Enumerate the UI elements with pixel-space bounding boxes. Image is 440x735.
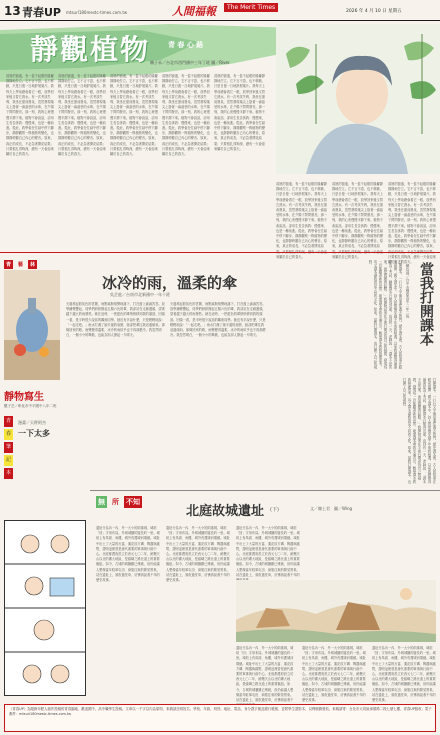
tag-lin: 林 xyxy=(30,262,36,268)
feature-body-col5: 清晨的窗邊，有一盆不起眼的綠蘿靜靜地佇立。它不言不語，也不移動，只是日復一日地舒展葉片。我每天上學前總會看它一眼，放學回家後又替它澆水。有一次考試失利，我坐在窗前發呆，忽然發現葉尖上掛著一滴晶瑩的水珠，在夕陽下閃閃發亮。那一刻，我的心竟慢慢平靜下來。植物不會說話，卻用生長告訴我：慢慢來，也是一種前進。從此，我學會在忙碌中停下腳步，靜靜觀察一株植物的變化，也靜靜聆聽自己內心的聲音。原來，真正的成長，不必急著開花結果；只要根扎得夠深，總有一天會迎來屬於自己的春天。 xyxy=(214,74,265,151)
ruins-byline: 文／陳上君 圖／Wing xyxy=(310,506,353,511)
feature-body-col8: 清晨的窗邊，有一盆不起眼的綠蘿靜靜地佇立。它不言不語，也不移動，只是日復一日地舒展葉片。我每天上學前總會看它一眼，放學回家後又替它澆水。有一次考試失利，我坐在窗前發呆，忽然發現葉尖上掛著一滴晶瑩的水珠，在夕陽下閃閃發亮。那一刻，我的心竟慢慢平靜下來。植物不會說話，卻用生長告訴我：慢慢來，也是一種前進。從此，我學會在忙碌中停下腳步，靜靜觀察一株植物的變化，也靜靜聆聽自己內心的聲音。原來， 只要根扎得夠深，總有一天會迎來屬於自己的春天。 xyxy=(388,182,436,265)
tag-char-3: 筆 xyxy=(4,442,13,453)
feature-plant-article xyxy=(0,24,440,265)
feature-title: 靜觀植物 xyxy=(30,33,151,66)
footer-notice-text: 《青春UP》為服務年輕人創作投稿的青春園地，歡迎國中、高中職學生投稿。文章以一千字以內為原則，來稿請註明姓名、學校、年級、班別、地址、電話、身分證字號及銀行帳號，並附學生證影本，以利稿費發放。來稿請寄：台北市大同區承德路二段七號七樓，青春UP版收；電子郵件：mtsurl180mestc-times.com.tw xyxy=(9,707,432,717)
comic-artist: 天秤阿杰 xyxy=(30,420,46,425)
textbook-body-top: 打開課本，一行行文字像是通往過去的門。歷史課本裡，古人的故事在眼前展開；國文課本中，詩人的情懷穿越千年與我相遇。以前我總覺得讀書是為了考試，翻開課本只覺得沉重。直到有一天，老師說：「課本不是答案，而是問題的起點。」我開始試著在字裡行間尋找自己的疑問，發現每一頁都藏著新的世界。地理課本帶我走遍山川，數學課本教我推理思考，英文課本讓我看見不同的文化。原來，當我打開課本，也打開了自己的視野。 xyxy=(368,260,402,369)
article-title: 冰冷的雨，溫柔的傘 xyxy=(102,274,238,292)
ruins-body-col5: 遺址分為內一內、外一大小的兩重城，城垣「回」字形布局。外城城牆的邊長約一里。城垣上有馬面、角樓，城外有護城河環繞。城址中出土了大量的瓦當、蓮花紋方磚、陶器與錢幣，證明這裡曾是唐代重要的軍事與行政中心。北庭都護府設立於西元七〇二年，統轄天山以北的廣大地區，是絲綢之路北道上的重要樞紐。如今，古城的城牆雖已殘破，但仍能讓人想像當年駐軍屯田、商旅往來的繁榮景象。站在遺址上，風吹過荒草，彷彿訴說著千年的歷史故事。 xyxy=(302,646,366,703)
section-divider-2 xyxy=(90,490,440,491)
page-header xyxy=(0,0,440,22)
page-number: 13 xyxy=(4,4,21,18)
ruins-watercolor xyxy=(236,580,436,642)
tag-qing: 青 xyxy=(6,262,12,268)
textbook-title: 當我打開課本 xyxy=(418,262,434,346)
comic-box xyxy=(4,416,64,514)
header-rule xyxy=(0,20,440,21)
feature-body-col2: 清晨的窗邊，有一盆不起眼的綠蘿靜靜地佇立。它不言不語，也不移動，只是日復一日地舒展葉片。我每天上學前總會看它一眼，放學回家後又替它澆水。有一次考試失利，我坐在窗前發呆，忽然發現葉尖上掛著一滴晶瑩的水珠，在夕陽下閃閃發亮。那一刻，我的心竟慢慢平靜下來。植物不會說話，卻用生長告訴我：慢慢來，也是一種前進。從此，我學會在忙碌中停下腳步，靜靜觀察一株植物的變化，也靜靜聆聽自己內心的聲音。原來，真正的成長，不必急著開花結果；只要根扎得夠深，總有一天會迎來屬於自己的春天。 xyxy=(58,74,106,157)
textbook-body-bottom: 打開課本，一行行文字像是通往過去的門。歷史課本裡，古人的故事在眼前展開；國文課本中，詩人的情懷穿越千年與我相遇。以前我總覺得讀書是為了考試，翻開課本只覺得沉重。直到有一天，老師說：「課本不是答案，而是問題的起點。」我開始試著在字裡行間尋找自己的疑問，發現每一頁都藏著新的世界。地理課本帶我走遍山川，數學課本教我推理思考，英文課本讓我看見不同的文化。原來，當我打開課本，也打開了自己的視野。 xyxy=(402,378,436,484)
brand-logo: 人間福報 xyxy=(172,5,216,18)
painting-credit: 羅子芸／彰化市中平國中八年二班 xyxy=(4,404,57,408)
feature-textbook-article xyxy=(272,256,440,488)
tag-yi: 藝 xyxy=(18,262,24,268)
still-life-painting xyxy=(4,270,60,380)
ruins-body-col2: 遺址分為內一內、外一大小的兩重城，城垣「回」字形布局。外城城牆的邊長約一里。城垣上有馬面、角樓，城外有護城河環繞。城址中出土了大量的瓦當、蓮花紋方磚、陶器與錢幣，證明這裡曾是唐代重要的軍事與行政中心。北庭都護府設立於西元七〇二年，統轄天山以北的廣大地區，是絲綢之路北道上的重要樞紐。如今，古城的城牆雖已殘破，但仍能讓人想像當年駐軍屯田、商旅往來的繁榮景象。站在遺址上，風吹過荒草，彷彿訴說著千年的歷史故事。 xyxy=(166,526,230,583)
site-url: mtsurl180mestc-times.com.tw xyxy=(66,10,128,15)
comic-label: 漫畫／天秤阿杰 xyxy=(18,420,46,425)
illustration-credit: 圖／River xyxy=(211,60,230,65)
feature-ruins-article xyxy=(90,492,440,702)
ruins-title-part: (下) xyxy=(270,507,279,513)
feature-body-col4: 清晨的窗邊，有一盆不起眼的綠蘿靜靜地佇立。它不言不語，也不移動，只是日復一日地舒展葉片。我每天上學前總會看它一眼，放學回家後又替它澆水。有一次考試失利，我坐在窗前發呆，忽然發現葉尖上掛著一滴晶瑩的水珠，在夕陽下閃閃發亮。那一刻，我的心竟慢慢平靜下來。植物不會說話，卻用生長告訴我：慢慢來，也是一種前進。從此，我學會在忙碌中停下腳步，靜靜觀察一株植物的變化，也靜靜聆聽自己內心的聲音。原來，真正的成長，不必急著開花結果；只要根扎得夠深，總有一天會迎來屬於自己的春天。 xyxy=(162,74,210,157)
section-divider xyxy=(0,252,440,253)
feature-body-col1: 清晨的窗邊，有一盆不起眼的綠蘿靜靜地佇立。它不言不語，也不移動，只是日復一日地舒展葉片。我每天上學前總會看它一眼，放學回家後又替它澆水。有一次考試失利，我坐在窗前發呆，忽然發現葉尖上掛著一滴晶瑩的水珠，在夕陽下閃閃發亮。那一刻，我的心竟慢慢平靜下來。植物不會說話，卻用生長告訴我：慢慢來，也是一種前進。從此，我學會在忙碌中停下腳步，靜靜觀察一株植物的變化，也靜靜聆聽自己內心的聲音。原來，真正的成長，不必急著開花結果；只要根扎得夠深，總有一天會迎來屬於自己的春天。 xyxy=(6,74,54,157)
author-credit: 賴子禾／台北市西門國中三年丁班 xyxy=(150,60,210,65)
feature-body-col7: 清晨的窗邊，有一盆不起眼的綠蘿靜靜地佇立。它不言不語，也不移動，只是日復一日地舒展葉片。我每天上學前總會看它一眼，放學回家後又替它澆水。有一次考試失利，我坐在窗前發呆，忽然發現葉尖上掛著一滴晶瑩的水珠，在夕陽下閃閃發亮。那一刻，我的心竟慢慢平靜下來。植物不會說話，卻用生長告訴我：慢慢來，也是一種前進。從此，我學會在忙碌中停下腳步，靜靜觀察一株植物的變化，也靜靜聆聽自己內心的聲音。原來，真正的成長，不必急著開花結 來屬於自己的春天。 xyxy=(332,182,383,259)
comic-vertical-tags xyxy=(4,416,14,480)
tag-wu: 無 xyxy=(98,498,105,506)
tag-buzhi: 不知 xyxy=(126,498,140,506)
ruins-body-col3: 遺址分為內一內、外一大小的兩重城，城垣「回」字形布局。外城城牆的邊長約一里。城垣上有馬面、角樓，城外有護城河環繞。城址中出土了大量的瓦當、蓮花紋方磚、陶器與錢幣，證明這裡曾是唐代重要的軍事與行政中心。北庭都護府設立於西元七〇二年，統轄天山以北的廣大地區，是絲綢之路北道上的重要樞紐。如今，古城的城牆雖已殘破，但仍能讓人想像當年駐軍屯田、商旅往來的繁榮景象。站在遺址上，風吹過荒草，彷彿訴說著千年的 xyxy=(236,526,300,577)
ruins-body-col4: 遺址分為內一內、外一大小的兩重城，城垣「回」字形布局。外城城牆的邊長約一里。城垣上有馬面、角樓，城外有護城河環繞。城址中出土了大量的瓦當、蓮花紋方磚、陶器與錢幣，證明這裡曾是唐代重要的軍事與行政中心。北庭都護府設立於西元七〇二年，統轄天山以北的廣大地區，是絲綢之路北道上的重要樞紐。如今，古城的城牆雖已殘破，但仍能讓人想像當年駐軍屯田、商旅往來的繁榮景象。站在遺址上，風吹過荒草，彷彿訴說著千 xyxy=(236,646,294,703)
comic-strip xyxy=(4,520,86,696)
column-name: 青 春 心 路 xyxy=(168,41,204,49)
feature-body-col3: 清晨的窗邊，有一盆不起眼的綠蘿靜靜地佇立。它不言不語，也不移動，只是日復一日地舒展葉片。我每天上學前總會看它一眼，放學回家後又替它澆水。有一次考試失利，我坐在窗前發呆，忽然發現葉尖上掛著一滴晶瑩的水珠，在夕陽下閃閃發亮。那一刻，我的心竟慢慢平靜下來。植物不會說話，卻用生長告訴我：慢慢來，也是一種前進。從此，我學會在忙碌中停下腳步，靜靜觀察一株植物的變化，也靜靜聆聽自己內心的聲音。原來，真正的成長，不必急著開花結果；只要根扎得夠深，總有一天會迎來屬於自己的春天。 xyxy=(110,74,158,157)
feature-byline xyxy=(150,60,230,66)
textbook-byline: 戴均瑋／台中市豐原高中二年二班 xyxy=(406,264,410,318)
comic-label-type: 漫畫 xyxy=(18,420,26,425)
tag-char-1: 青 xyxy=(4,416,13,427)
article-byline: 吳芷庭／台南市北新國中一年十班 xyxy=(110,292,170,297)
rain-body-col1: 天邊堆起鉛灰色的雲層，雨點毫無預警地落下，打在窗上滴滴答答。放學鐘聲響起，同學們紛紛撐起五顏六色的傘，我卻站在走廊盡頭，望著越下越大的雨發愁。就在這時，一把藍色的傘悄悄移到我的頭頂。回頭一看，是平時很少說話的鄰座同學。她沒有多說什麼，只是輕輕地說：「一起走吧。」雨水打濕了她半邊的肩膀，她卻把傘往我這邊傾斜。那條回家的路，雨聲變得溫柔，冰冷的雨似乎也不再那麼冷。我忽然明白，一個小小的舉動，也能為別人撐起一片晴天。 xyxy=(66,302,165,338)
rain-body-col2: 天邊堆起鉛灰色的雲層，雨點毫無預警地落下，打在窗上滴滴答答。放學鐘聲響起，同學們紛紛撐起五顏六色的傘，我卻站在走廊盡頭，望著越下越大的雨發愁。就在這時，一把藍色的傘悄悄移到我的頭頂。回頭一看，是平時很少說話的鄰座同學。她沒有多說什麼，只是輕輕地說：「一起走吧。」雨水打濕了她半邊的肩膀，她卻把傘往我這邊傾斜。那條回家的路，雨聲變得溫柔，冰冷的雨似乎也不再那麼冷。我忽然明白，一個小小的舉動，也能為別人撐起一片晴天。 xyxy=(170,302,266,338)
feature-illustration xyxy=(276,24,440,174)
footer-notice-box xyxy=(4,704,436,732)
tag-char-5: 本 xyxy=(4,468,13,479)
ruins-title: 北庭故城遺址 xyxy=(186,504,265,519)
brand-english: The Merit Times xyxy=(224,3,278,12)
tag-char-2: 春 xyxy=(4,429,13,440)
ruins-body-col6: 遺址分為內一內、外一大小的兩重城，城垣「回」字形布局。外城城牆的邊長約一里。城垣上有馬面、角樓，城外有護城河環繞。城址中出土了大量的瓦當、蓮花紋方磚、陶器與錢幣，證明這裡曾是唐代重要的軍事與行政中心。北庭都護府設立於西元七〇二年，統轄天山以北的廣大地區，是絲綢之路北道上的重要樞紐。如今，古城的城牆雖已殘破，但仍能讓人想像當年駐軍屯田、商旅往來的繁榮景象。站在遺址上，風吹過荒草，彷彿訴說著千年的歷史故事。 xyxy=(372,646,436,703)
section-name: 青春UP xyxy=(22,6,61,19)
tag-char-4: 記 xyxy=(4,455,13,466)
tag-suo: 所 xyxy=(112,498,119,506)
ruins-body-col1: 遺址分為內一內、外一大小的兩重城，城垣「回」字形布局。外城城牆的邊長約一里。城垣上有馬面、角樓，城外有護城河環繞。城址中出土了大量的瓦當、蓮花紋方磚、陶器與錢幣，證明這裡曾是唐代重要的軍事與行政中心。北庭都護府設立於西元七〇二年，統轄天山以北的廣大地區，是絲綢之路北道上的重要樞紐。如今，古城的城牆雖已殘破，但仍能讓人想像當年駐軍屯田、商旅往來的繁榮景象。站在遺址上，風吹過荒草，彷彿訴說著千年的歷史故事。 xyxy=(96,526,160,583)
comic-title: 一下太多 xyxy=(18,428,50,438)
issue-date: 2026 年 4 月 10 日 星期五 xyxy=(346,9,402,14)
feature-body-col6: 清晨的窗邊，有一盆不起眼的綠蘿靜靜地佇立。它不言不語，也不移動，只是日復一日地舒展葉片。我每天上學前總會看它一眼，放學回家後又替它澆水。有一次考試失利，我坐在窗前發呆，忽然發現葉尖上掛著一滴晶瑩的水珠，在夕陽下閃閃發亮。那一刻，我的心竟慢慢平靜下來。植物不會說話，卻用生長告訴我：慢慢來，也是一種前進。從此，我學會在忙碌中停下腳步，靜靜觀察一株植物的變化，也靜靜聆聽自己內心的聲音。原來，真正的成長，不必急著開花結 來屬於自己的春天。 xyxy=(276,182,327,259)
painting-caption: 靜物寫生 xyxy=(4,392,44,403)
